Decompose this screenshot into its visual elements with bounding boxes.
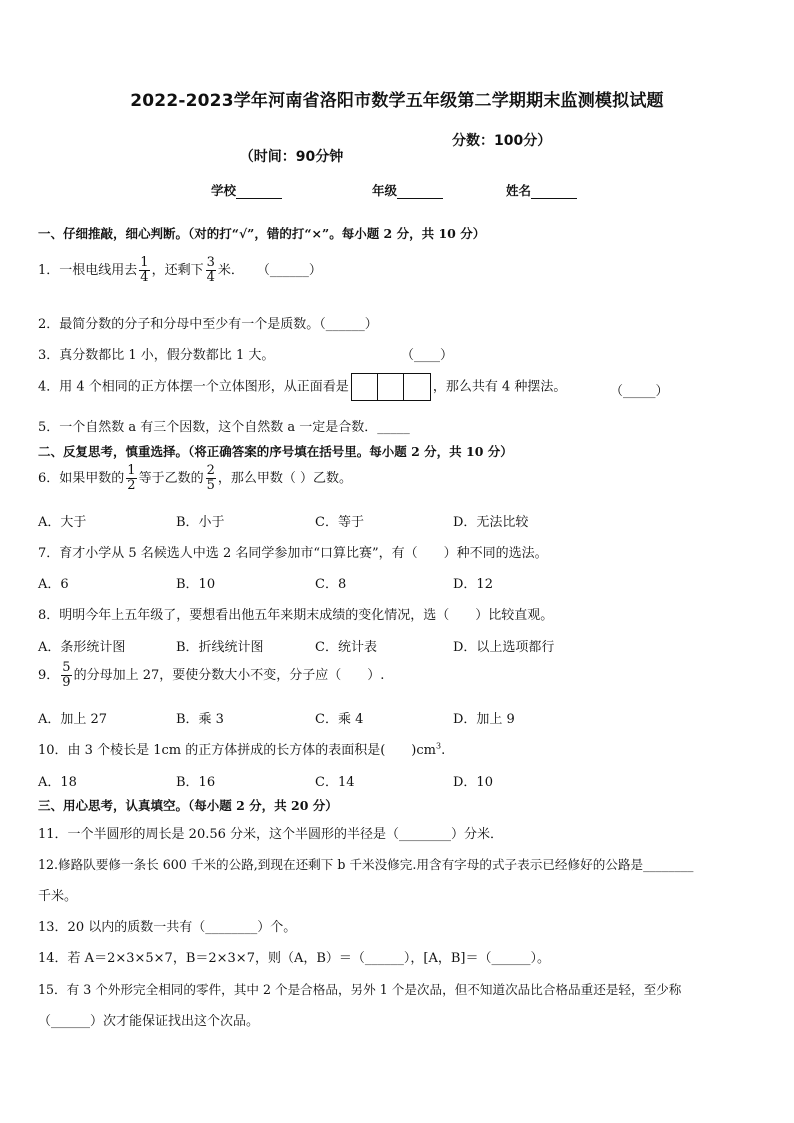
- question-8: 8．明明今年上五年级了，要想看出他五年来期末成绩的变化情况，选（ ）比较直观。: [38, 608, 554, 623]
- question-12-continued: 千米。: [38, 889, 78, 904]
- q6-option-d: D．无法比较: [453, 515, 529, 530]
- question-7: 7．育才小学从 5 名候选人中选 2 名同学参加市“口算比赛”，有（ ）种不同的选法。: [38, 546, 548, 561]
- q9-text-a: 9．: [38, 668, 60, 683]
- grade-field: [372, 181, 443, 199]
- q9-option-b: B．乘 3: [176, 712, 224, 727]
- q8-option-c: C．统计表: [315, 640, 377, 655]
- q10-option-b: B．16: [176, 775, 216, 790]
- q10-option-a: A．18: [38, 775, 77, 790]
- section-1-heading: 一、仔细推敲，细心判断。（对的打“√”，错的打“×”。每小题 2 分，共 10 分）: [38, 226, 486, 241]
- q3-answer-blank: （____）: [401, 348, 454, 363]
- q6-option-c: C．等于: [315, 515, 364, 530]
- question-2: 2．最简分数的分子和分母中至少有一个是质数。（______）: [38, 317, 378, 332]
- q10-text-a: 10．由 3 个棱长是 1cm 的正方体拼成的长方体的表面积是( )cm: [38, 743, 436, 758]
- question-6: [38, 464, 352, 493]
- question-13: 13．20 以内的质数一共有（________）个。: [38, 920, 297, 935]
- q9-text-b: 的分母加上 27，要使分数大小不变，分子应（ ）.: [73, 668, 385, 683]
- q1-frac1-num: 1: [140, 255, 149, 270]
- q7-option-a: A．6: [38, 577, 69, 592]
- q9-option-d: D．加上 9: [453, 712, 515, 727]
- q1-frac2-den: 4: [206, 270, 215, 285]
- q9-fraction: [61, 661, 71, 690]
- q3-text: 3．真分数都比 1 小，假分数都比 1 大。: [38, 348, 275, 363]
- front-view-three-squares: [351, 373, 431, 401]
- q9-option-a: A．加上 27: [38, 712, 108, 727]
- name-blank: [531, 186, 577, 199]
- school-label: 学校: [211, 183, 237, 198]
- question-4: [38, 373, 669, 401]
- q10-superscript: 3: [435, 741, 442, 751]
- page-title: 2022-2023学年河南省洛阳市数学五年级第二学期期末监测模拟试题: [130, 91, 664, 111]
- q10-option-c: C．14: [315, 775, 355, 790]
- q6-frac1-num: 1: [127, 463, 136, 478]
- exam-score: 分数：100分）: [452, 133, 552, 149]
- name-field: [506, 181, 577, 199]
- question-1: [38, 256, 322, 285]
- q1-text-c: 米． （______）: [217, 263, 322, 278]
- q4-text-a: 4．用 4 个相同的正方体摆一个立体图形，从正面看是: [38, 379, 349, 395]
- question-9: [38, 661, 384, 690]
- q8-option-b: B．折线统计图: [176, 640, 264, 655]
- question-15: 15．有 3 个外形完全相同的零件，其中 2 个是合格品，另外 1 个是次品，但不知道次品比合格品重还是轻，至少称: [38, 982, 682, 997]
- exam-meta: [230, 130, 552, 182]
- question-14: 14．若 A＝2×3×5×7，B＝2×3×7，则（A，B）＝（______），[A，B]＝（______）。: [38, 951, 551, 966]
- q8-option-d: D．以上选项都行: [453, 640, 555, 655]
- q6-text-a: 6．如果甲数的: [38, 471, 125, 486]
- q1-text-b: ，还剩下: [151, 263, 204, 278]
- exam-time: （时间：90分钟: [239, 149, 344, 165]
- q6-frac1-den: 2: [127, 478, 136, 493]
- q6-fraction-1: [126, 464, 136, 493]
- q7-option-b: B．10: [176, 577, 216, 592]
- q6-text-b: 等于乙数的: [138, 471, 204, 486]
- q9-frac-den: 9: [62, 675, 71, 690]
- q7-option-c: C．8: [315, 577, 347, 592]
- q6-option-a: A．大于: [38, 515, 87, 530]
- q9-option-c: C．乘 4: [315, 712, 364, 727]
- q10-text-b: .: [441, 743, 446, 758]
- question-3: [38, 344, 454, 363]
- name-label: 姓名: [506, 183, 532, 198]
- q7-option-d: D．12: [453, 577, 493, 592]
- q1-frac2-num: 3: [206, 255, 215, 270]
- question-15-continued: （______）次才能保证找出这个次品。: [38, 1014, 260, 1029]
- question-11: 11．一个半圆形的周长是 20.56 分米，这个半圆形的半径是（________）分米．: [38, 827, 504, 842]
- school-blank: [236, 186, 282, 199]
- q4-text-b: ，那么共有 4 种摆法。: [432, 379, 567, 395]
- question-12: 12.修路队要修一条长 600 千米的公路,到现在还剩下 b 千米没修完.用含有字母的式子表示已经修好的公路是________: [38, 857, 694, 872]
- question-10: [38, 739, 445, 758]
- q4-answer-blank: （_____）: [610, 384, 669, 399]
- q6-option-b: B．小于: [176, 515, 225, 530]
- q1-frac1-den: 4: [140, 270, 149, 285]
- school-field: [211, 181, 282, 199]
- q9-frac-num: 5: [62, 660, 71, 675]
- q6-frac2-num: 2: [206, 463, 215, 478]
- q6-fraction-2: [206, 464, 216, 493]
- q1-fraction-1: [139, 256, 149, 285]
- question-5: 5．一个自然数 a 有三个因数，这个自然数 a 一定是合数．_____: [38, 420, 410, 435]
- q6-frac2-den: 5: [206, 478, 215, 493]
- q10-option-d: D．10: [453, 775, 493, 790]
- q1-text-a: 1．一根电线用去: [38, 263, 138, 278]
- section-3-heading: 三、用心思考，认真填空。（每小题 2 分，共 20 分）: [38, 798, 338, 813]
- q1-fraction-2: [206, 256, 216, 285]
- section-2-heading: 二、反复思考，慎重选择。（将正确答案的序号填在括号里。每小题 2 分，共 10 分）: [38, 444, 513, 459]
- grade-blank: [397, 186, 443, 199]
- q6-text-c: ，那么甲数（ ）乙数。: [217, 471, 352, 486]
- grade-label: 年级: [372, 183, 398, 198]
- q8-option-a: A．条形统计图: [38, 640, 126, 655]
